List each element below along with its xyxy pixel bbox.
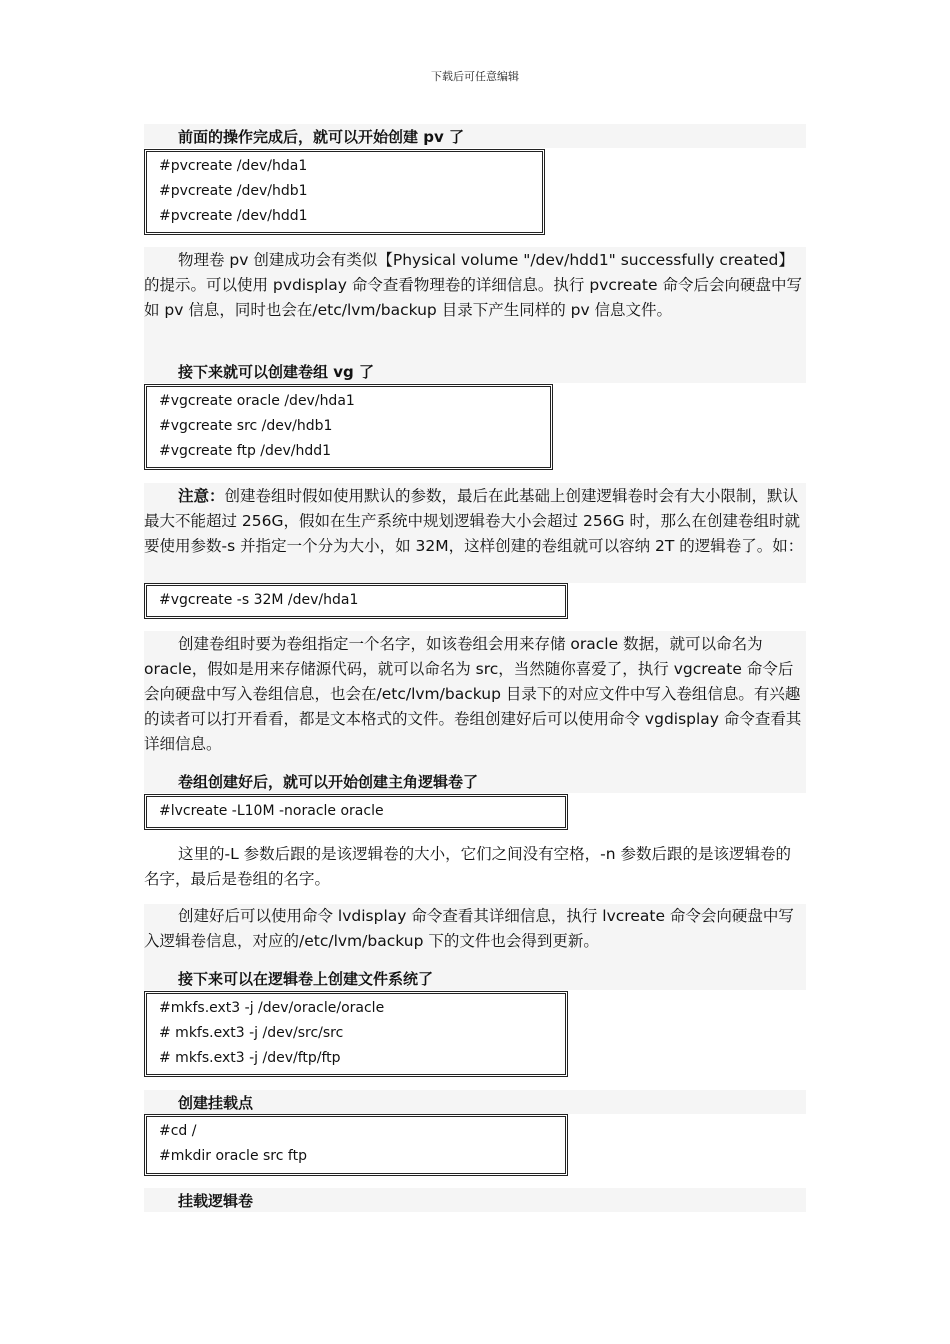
vg-name-paragraph xyxy=(144,632,806,757)
lv-paragraph-2 xyxy=(144,904,806,954)
code-line: #vgcreate oracle /dev/hda1 xyxy=(159,393,355,409)
pv-paragraph-text: 物理卷 pv 创建成功会有类似【Physical volume "/dev/hdd1" successfully created】的提示。可以使用 pvdisplay 命令查看物理卷的详细信息。执行 pvcreate 命令后会向硬盘中写如 pv 信息，同时也会在/etc/lvm/backup 目录下产生同样的 pv 信息文件。 xyxy=(144,251,802,319)
code-line: #mkdir oracle src ftp xyxy=(159,1148,307,1164)
note-label: 注意： xyxy=(178,487,225,505)
note-paragraph xyxy=(144,484,806,559)
lv-heading: 卷组创建好后，就可以开始创建主角逻辑卷了 xyxy=(178,773,479,791)
lv-code-box xyxy=(144,794,568,830)
fs-heading: 接下来可以在逻辑卷上创建文件系统了 xyxy=(178,970,434,988)
code-line: # mkfs.ext3 -j /dev/src/src xyxy=(159,1025,344,1041)
mount-heading: 挂载逻辑卷 xyxy=(178,1192,254,1210)
lv-paragraph-2-text: 创建好后可以使用命令 lvdisplay 命令查看其详细信息，执行 lvcreate 命令会向硬盘中写入逻辑卷信息，对应的/etc/lvm/backup 下的文件也会得到更新。 xyxy=(144,907,794,950)
code-line: #pvcreate /dev/hdb1 xyxy=(159,183,308,199)
code-line: #lvcreate -L10M -noracle oracle xyxy=(159,803,384,819)
code-line: #mkfs.ext3 -j /dev/oracle/oracle xyxy=(159,1000,385,1016)
page-header: 下载后可任意编辑 xyxy=(431,70,519,83)
vg-heading: 接下来就可以创建卷组 vg 了 xyxy=(178,363,374,381)
pv-code-box xyxy=(144,149,545,235)
pv-paragraph xyxy=(144,248,806,323)
pv-heading: 前面的操作完成后，就可以开始创建 pv 了 xyxy=(178,128,464,146)
vg-name-paragraph-text: 创建卷组时要为卷组指定一个名字，如该卷组会用来存储 oracle 数据，就可以命名为 oracle，假如是用来存储源代码，就可以命名为 src，当然随你喜爱了，执行 vgcreate 命令后会向硬盘中写入卷组信息，也会在/etc/lvm/backup 目录下的对应文件中写入卷组信息。有兴趣的读者可以打开看看，都是文本格式的文件。卷组创建好后可以使用命令 vgdisplay 命令查看其详细信息。 xyxy=(144,635,802,753)
fs-code-box xyxy=(144,991,568,1077)
code-line: #cd / xyxy=(159,1123,197,1139)
code-line: # mkfs.ext3 -j /dev/ftp/ftp xyxy=(159,1050,341,1066)
note-paragraph-text: 创建卷组时假如使用默认的参数，最后在此基础上创建逻辑卷时会有大小限制，默认最大不能超过 256G，假如在生产系统中规划逻辑卷大小会超过 256G 时，那么在创建卷组时就要使用参数-s 并指定一个分为大小，如 32M，这样创建的卷组就可以容纳 2T 的逻辑卷了。如： xyxy=(144,487,804,555)
lv-paragraph-1-text: 这里的-L 参数后跟的是该逻辑卷的大小，它们之间没有空格，-n 参数后跟的是该逻辑卷的名字，最后是卷组的名字。 xyxy=(144,845,792,888)
code-line: #pvcreate /dev/hdd1 xyxy=(159,208,308,224)
vg-s-code-box xyxy=(144,583,568,619)
code-line: #vgcreate src /dev/hdb1 xyxy=(159,418,333,434)
code-line: #vgcreate ftp /dev/hdd1 xyxy=(159,443,332,459)
vg-code-box xyxy=(144,384,553,470)
mp-heading: 创建挂载点 xyxy=(178,1094,254,1112)
code-line: #vgcreate -s 32M /dev/hda1 xyxy=(159,592,359,608)
code-line: #pvcreate /dev/hda1 xyxy=(159,158,308,174)
lv-paragraph-1 xyxy=(144,842,806,892)
mp-code-box xyxy=(144,1114,568,1176)
